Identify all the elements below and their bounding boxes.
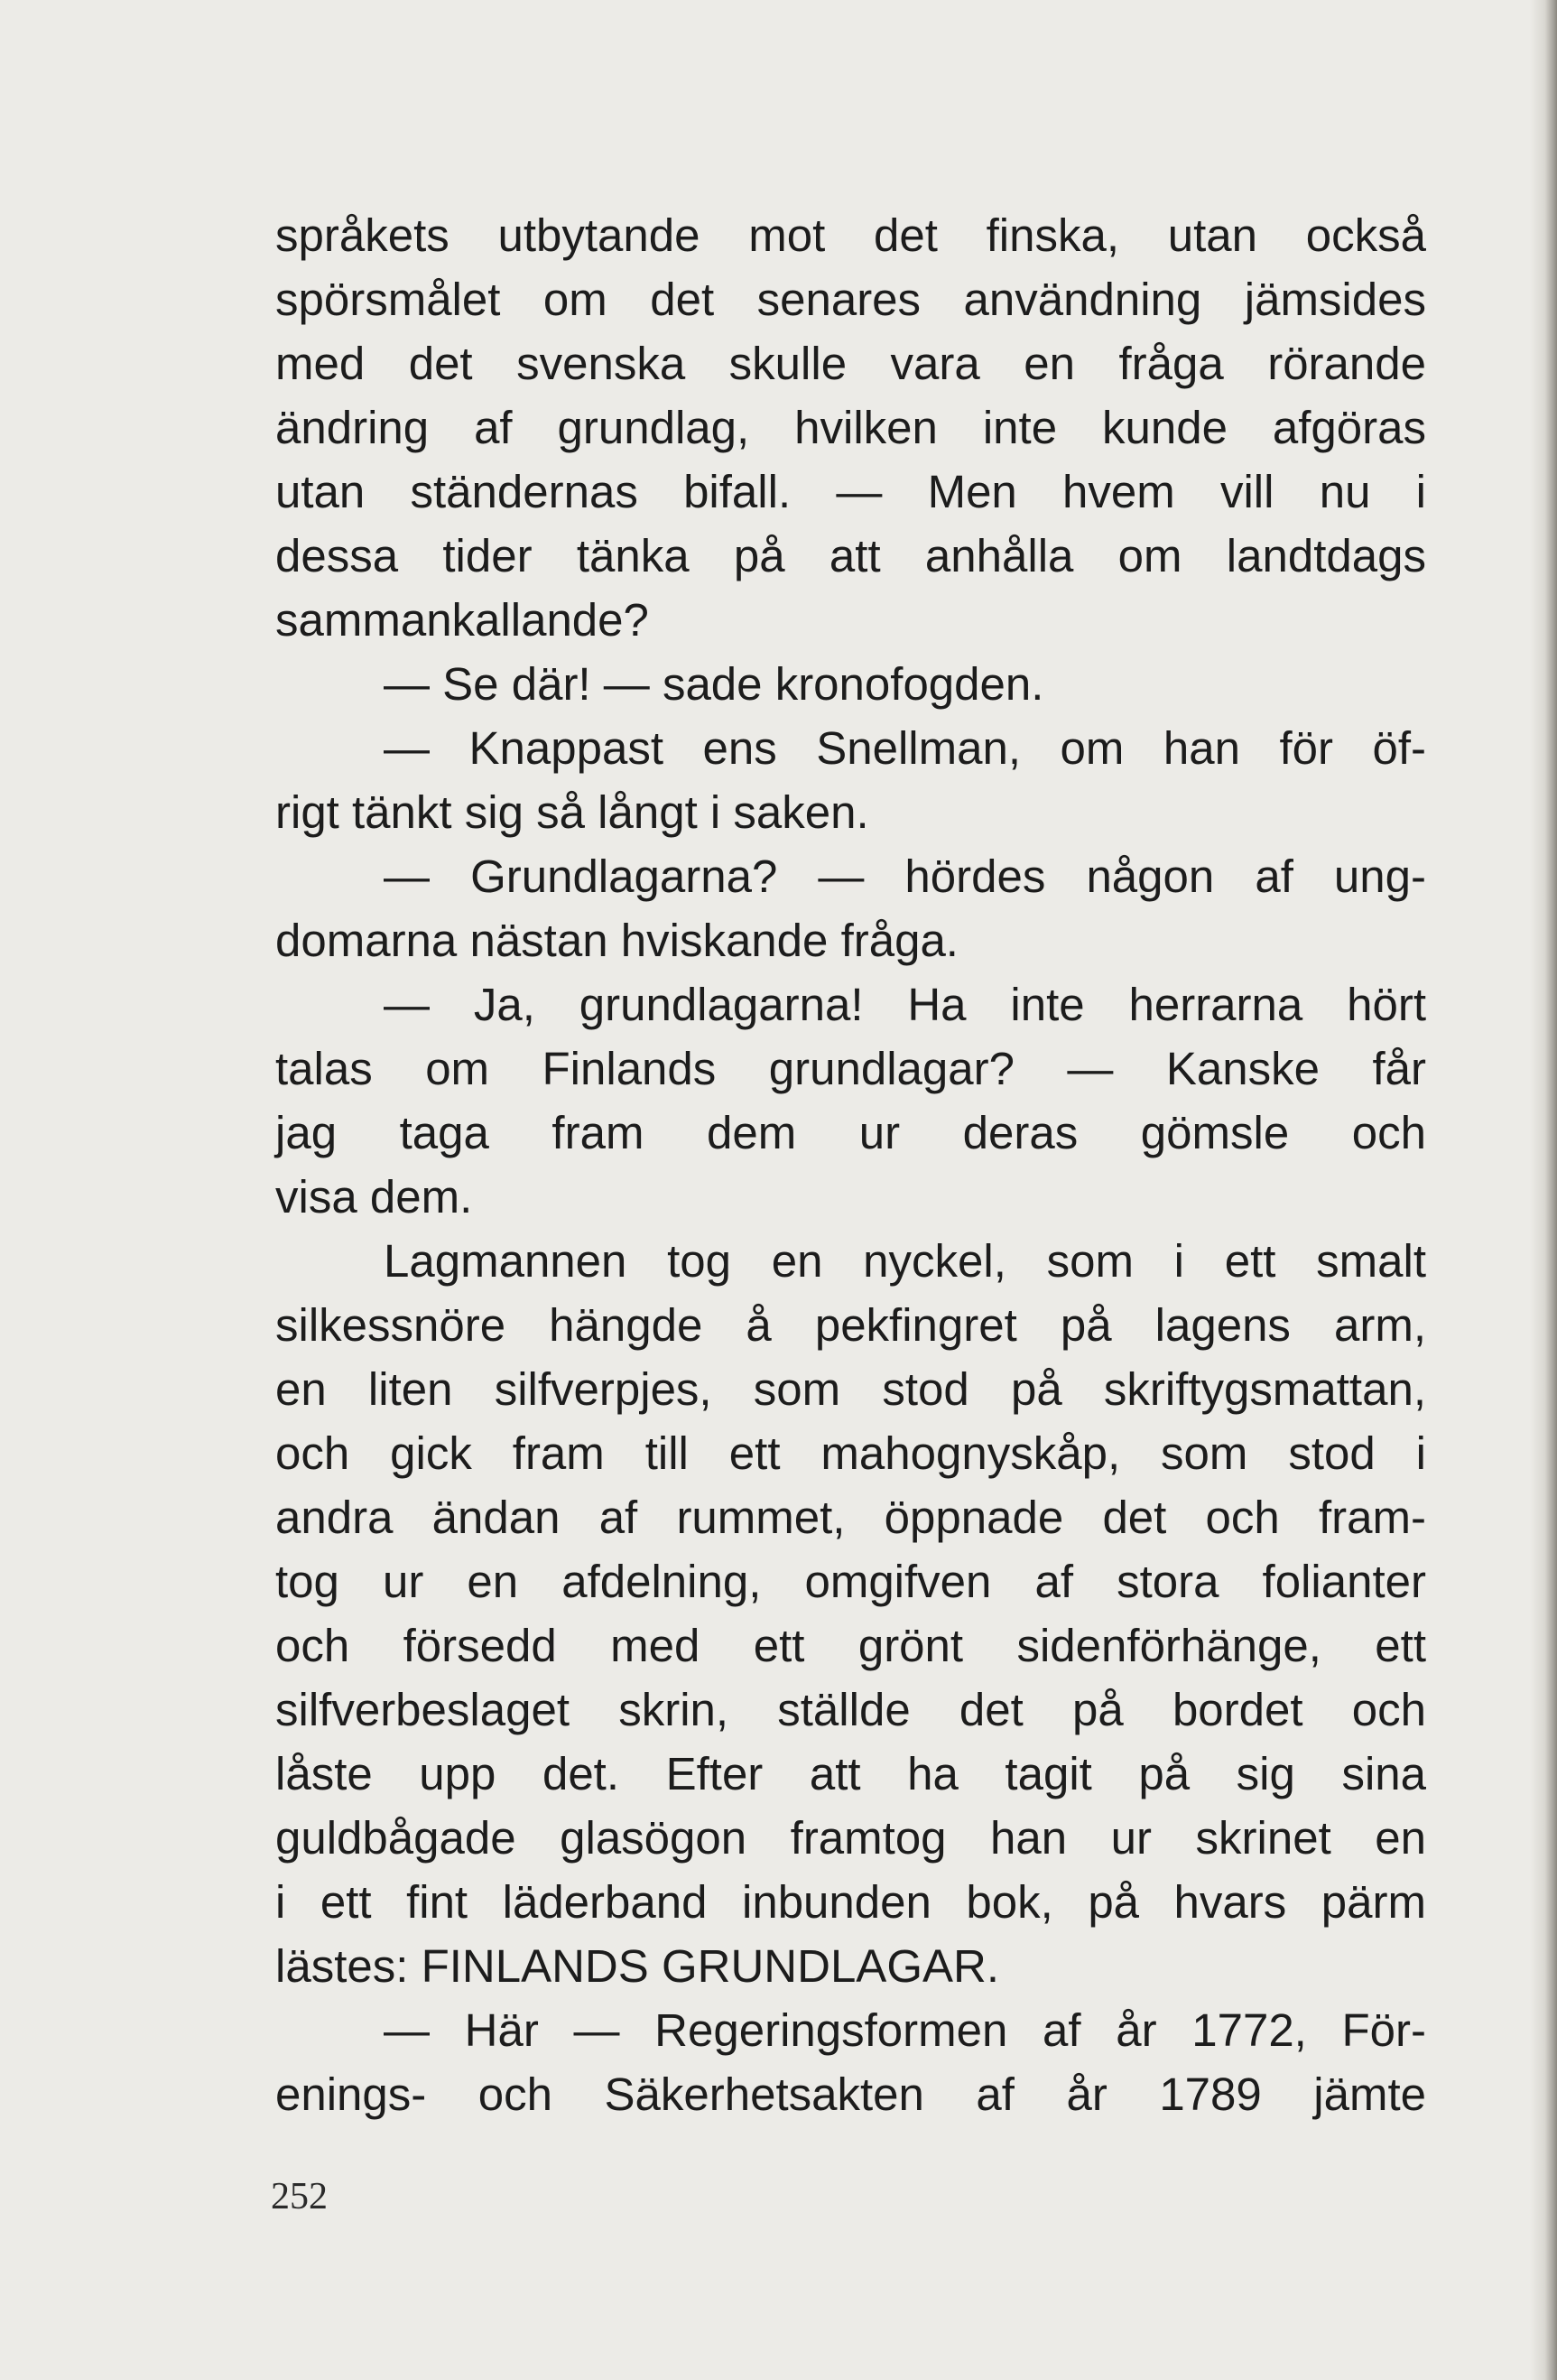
text-line: och försedd med ett grönt sidenförhänge, ett — [275, 1620, 1426, 1671]
text-line: Lagmannen tog en nyckel, som i ett smalt — [384, 1235, 1426, 1287]
text-line: domarna nästan hviskande fråga. — [275, 915, 959, 966]
page-edge — [1530, 0, 1557, 2380]
text-line: — Grundlagarna? — hördes någon af ung- — [384, 851, 1426, 902]
text-line: — Här — Regeringsformen af år 1772, För- — [384, 2004, 1426, 2056]
text-line: silkessnöre hängde å pekfingret på lagens arm, — [275, 1299, 1426, 1351]
text-line: utan ständernas bifall. — Men hvem vill nu i — [275, 466, 1426, 517]
text-line: låste upp det. Efter att ha tagit på sig sina — [275, 1748, 1426, 1799]
text-line: och gick fram till ett mahognyskåp, som stod i — [275, 1427, 1426, 1479]
text-line: andra ändan af rummet, öppnade det och fram- — [275, 1492, 1426, 1543]
text-line: — Se där! — sade kronofogden. — [384, 658, 1044, 710]
text-line: tog ur en afdelning, omgifven af stora folianter — [275, 1556, 1426, 1607]
text-line: — Knappast ens Snellman, om han för öf- — [384, 722, 1426, 774]
text-line: enings- och Säkerhetsakten af år 1789 jämte — [275, 2069, 1426, 2120]
text-line: med det svenska skulle vara en fråga rörande — [275, 338, 1426, 389]
text-line: rigt tänkt sig så långt i saken. — [275, 786, 869, 838]
text-line: guldbågade glasögon framtog han ur skrinet en — [275, 1812, 1426, 1864]
text-line: i ett fint läderband inbunden bok, på hvars pärm — [275, 1876, 1426, 1928]
text-line: lästes: FINLANDS GRUNDLAGAR. — [275, 1940, 1000, 1992]
text-line: talas om Finlands grundlagar? — Kanske får — [275, 1043, 1426, 1094]
text-line: sammankallande? — [275, 594, 649, 646]
text-line: språkets utbytande mot det finska, utan också — [275, 209, 1426, 261]
text-line: silfverbeslaget skrin, ställde det på bordet och — [275, 1684, 1426, 1735]
text-line: — Ja, grundlagarna! Ha inte herrarna hört — [384, 979, 1426, 1030]
text-line: visa dem. — [275, 1171, 473, 1223]
text-line: ändring af grundlag, hvilken inte kunde afgöras — [275, 402, 1426, 453]
text-line: jag taga fram dem ur deras gömsle och — [275, 1107, 1426, 1158]
body-text — [275, 203, 1426, 2126]
text-line: dessa tider tänka på att anhålla om landtdags — [275, 530, 1426, 581]
text-line: spörsmålet om det senares användning jämsides — [275, 274, 1426, 325]
page-number: 252 — [271, 2176, 328, 2217]
text-line: en liten silfverpjes, som stod på skriftygsmattan, — [275, 1363, 1426, 1415]
